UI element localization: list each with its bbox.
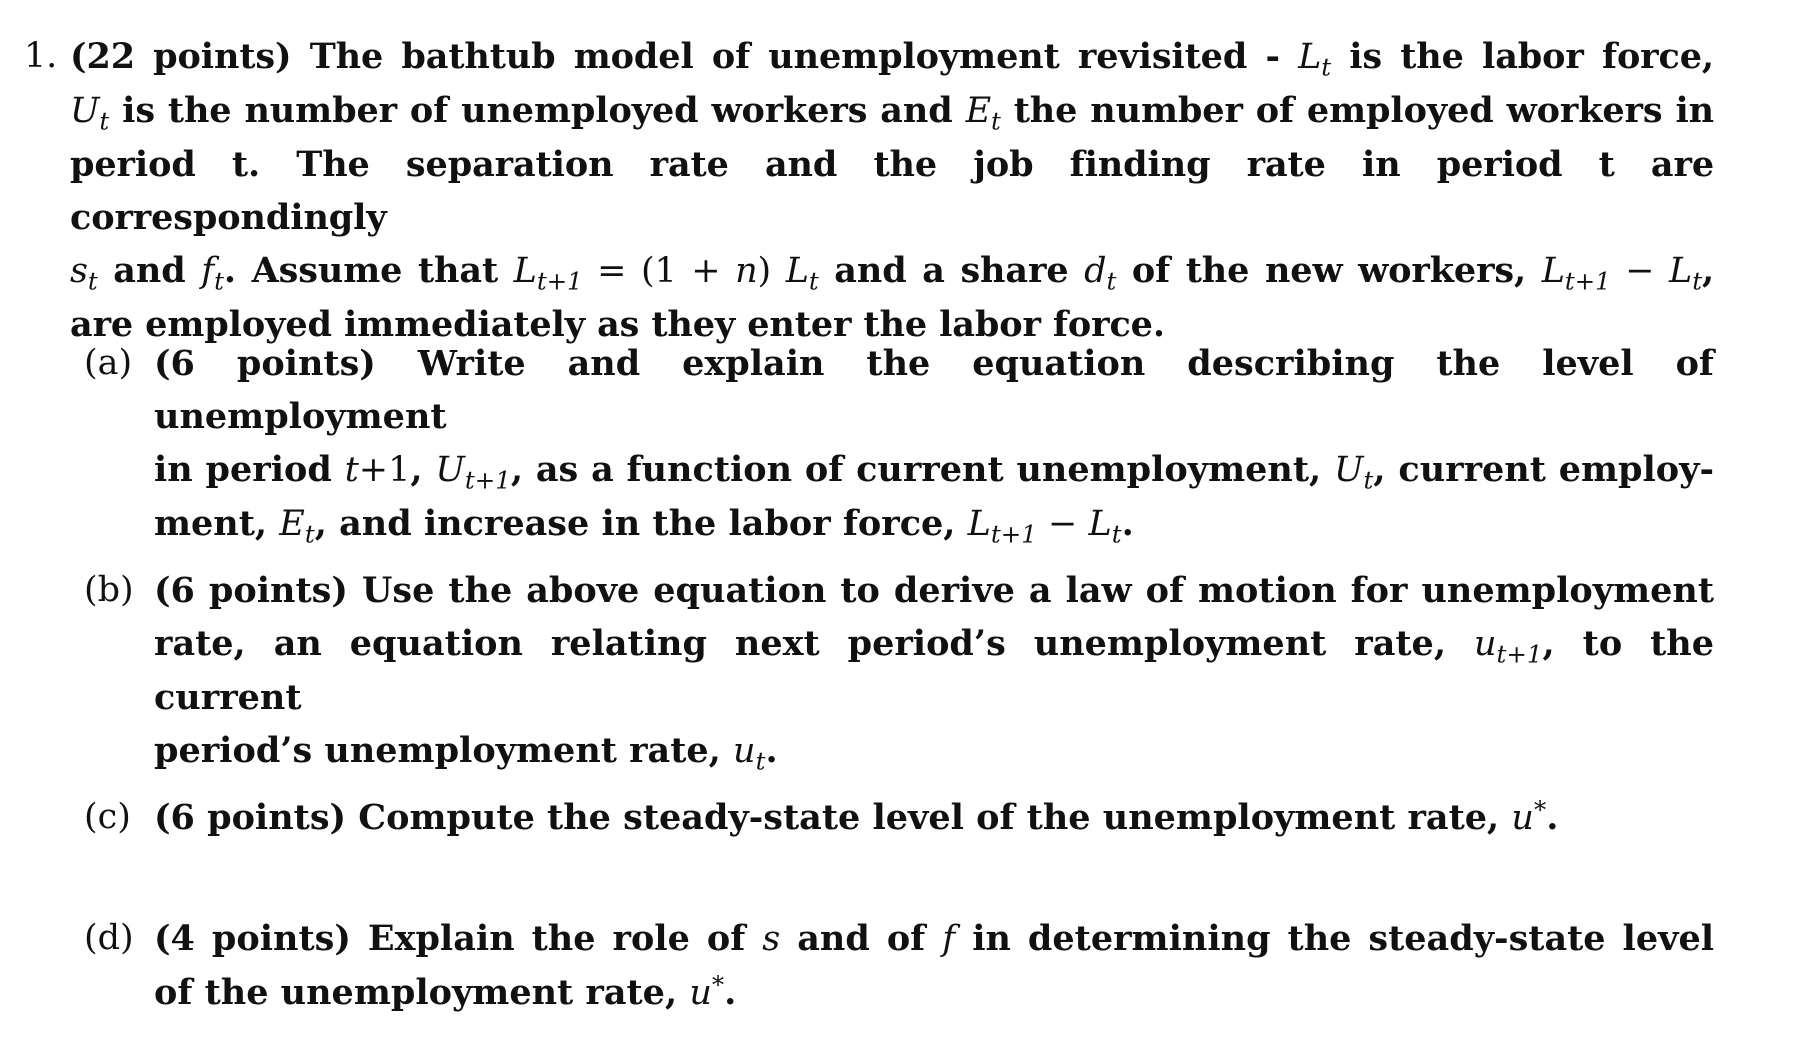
problem-points: (22 points) — [70, 36, 292, 77]
part-a-label: (a) — [84, 343, 133, 383]
part-c — [84, 791, 1714, 845]
math-f-t: $f_t$ — [201, 251, 224, 296]
math-u-t1: $u_{t+1}$ — [1473, 624, 1543, 669]
math-U-t1: $U_{t+1}$ — [435, 450, 511, 495]
math-t-plus-1: t+1 — [344, 450, 411, 490]
problem-statement — [70, 30, 1714, 351]
problem-line-5: are employed immediately as they enter the labor force. — [70, 304, 1165, 345]
part-b-label: (b) — [84, 570, 134, 610]
part-b-points: (6 points) — [154, 570, 348, 611]
math-labor-growth: $L_{t+1} = (1 + n)$ $L_t$ — [513, 251, 819, 296]
math-U-t: $U_t$ — [70, 91, 110, 136]
part-c-points: (6 points) — [154, 797, 347, 838]
part-d-body: (4 points) Explain the role of s and of f in determining the steady-state level of the unemployment rate, u*. — [154, 918, 1715, 1013]
problem-line-3: period t. The separation rate and the job finding rate in period t are correspondingly — [70, 144, 1714, 238]
part-b — [84, 564, 1714, 778]
math-L-t: $L_t$ — [1298, 37, 1331, 82]
math-E-t: $E_t$ — [965, 91, 1001, 136]
part-a-points: (6 points) — [154, 343, 376, 384]
math-d-t: $d_t$ — [1084, 251, 1117, 296]
part-c-body: (6 points) Compute the steady-state level of the unemployment rate, u*. — [154, 794, 1559, 838]
math-s: s — [762, 919, 781, 959]
part-c-label: (c) — [84, 797, 131, 837]
problem-line-1: (22 points) The bathtub model of unemployment revisited - $L_t$ is the labor force, — [70, 36, 1714, 82]
math-u-star: u* — [1511, 794, 1547, 838]
part-b-body: (6 points) Use the above equation to derive a law of motion for unemployment rate, an equation relating next period’s unemployment rate, $u_{t+1}$, to the current period’s unemployment rate, $u_t$. — [154, 570, 1715, 776]
part-d-points: (4 points) — [154, 918, 351, 959]
part-d-label: (d) — [84, 918, 134, 958]
part-d — [84, 912, 1714, 1020]
part-a-body: (6 points) Write and explain the equation describing the level of unemployment in period t+1, $U_{t+1}$, as a function of current unemployment, $U_t$, current employ- ment, $E_t$, and increase in the labor force, $L_{t+1} - L_t$. — [154, 343, 1714, 549]
problem-1 — [24, 30, 1714, 351]
problem-line-2: $U_t$ is the number of unemployed workers and $E_t$ the number of employed workers in — [70, 90, 1714, 136]
math-f: f — [942, 919, 956, 959]
problem-number: 1. — [24, 36, 58, 76]
part-a — [84, 337, 1714, 551]
math-new-workers: $L_{t+1} - L_t$ — [1541, 251, 1702, 296]
problem-line-4: $s_t$ and $f_t$. Assume that $L_{t+1} = (1 + n)$ $L_t$ and a share $d_t$ of the new workers, $L_{t+1} - L_t$, — [70, 250, 1715, 296]
math-s-t: $s_t$ — [70, 251, 98, 296]
math-u-t: $u_t$ — [733, 731, 766, 776]
